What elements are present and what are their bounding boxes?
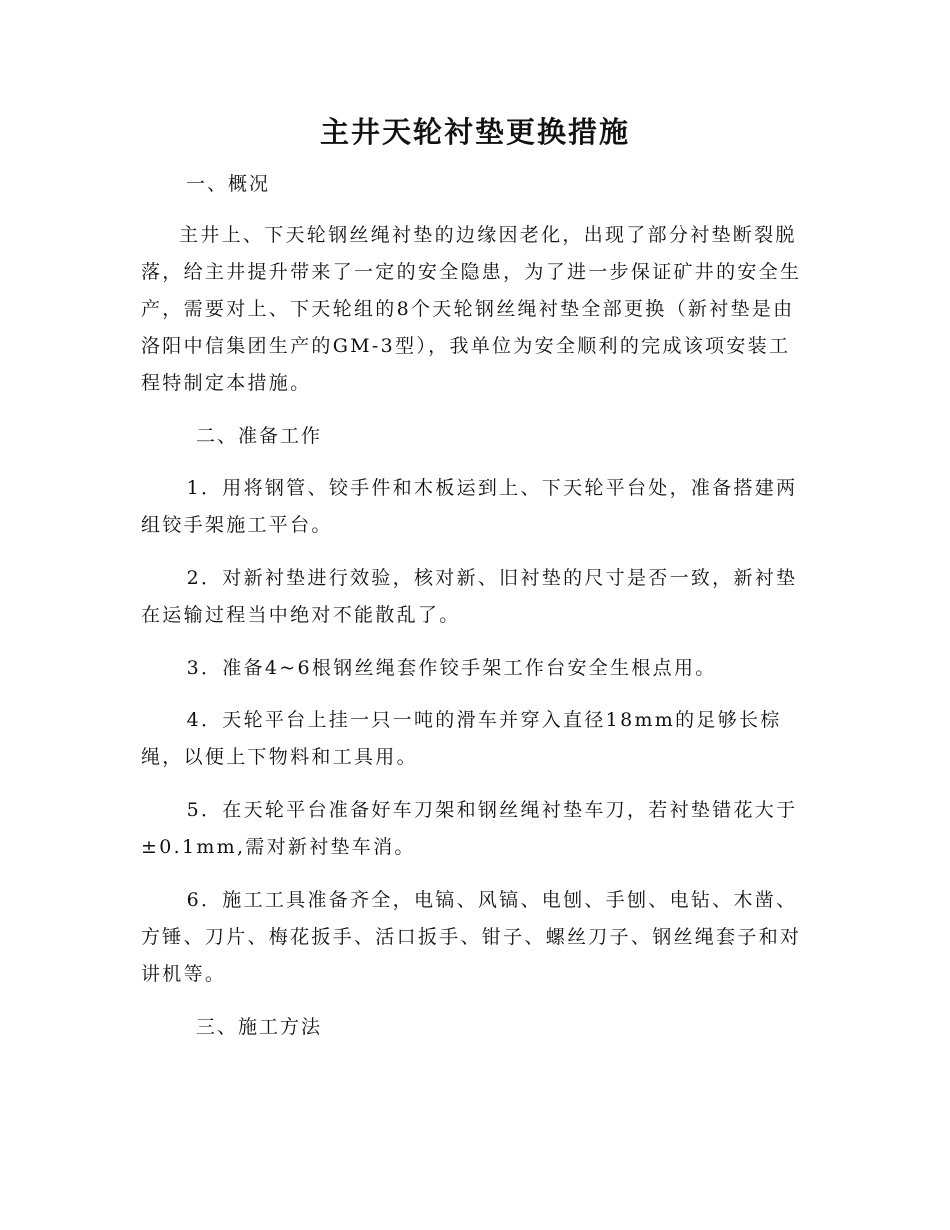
prep-item-1: 1．用将钢管、铰手件和木板运到上、下天轮平台处，准备搭建两组铰手架施工平台。 xyxy=(141,477,798,536)
section-heading-method: 三、施工方法 xyxy=(196,1016,323,1038)
prep-item-5: 5．在天轮平台准备好车刀架和钢丝绳衬垫车刀，若衬垫错花大于±0.1mm,需对新衬垫车消。 xyxy=(141,799,798,858)
section-heading-overview: 一、概况 xyxy=(186,173,271,195)
section-heading-preparation: 二、准备工作 xyxy=(196,425,323,447)
prep-item-6: 6．施工工具准备齐全，电镐、风镐、电刨、手刨、电钻、木凿、方锤、刀片、梅花扳手、活口扳手、钳子、螺丝刀子、钢丝绳套子和对讲机等。 xyxy=(141,889,802,985)
prep-item-3: 3．准备4~6根钢丝绳套作铰手架工作台安全生根点用。 xyxy=(186,657,717,679)
document-title: 主井天轮衬垫更换措施 xyxy=(319,115,630,149)
prep-item-4: 4．天轮平台上挂一只一吨的滑车并穿入直径18mm的足够长棕绳，以便上下物料和工具用。 xyxy=(141,709,782,768)
prep-item-2: 2．对新衬垫进行效验，核对新、旧衬垫的尺寸是否一致，新衬垫在运输过程当中绝对不能散乱了。 xyxy=(141,567,798,626)
overview-paragraph: 主井上、下天轮钢丝绳衬垫的边缘因老化，出现了部分衬垫断裂脱落，给主井提升带来了一定的安全隐患，为了进一步保证矿井的安全生产，需要对上、下天轮组的8个天轮钢丝绳衬垫全部更换（新衬垫是由洛阳中信集团生产的GM-3型），我单位为安全顺利的完成该项安装工程特制定本措施。 xyxy=(141,224,802,394)
